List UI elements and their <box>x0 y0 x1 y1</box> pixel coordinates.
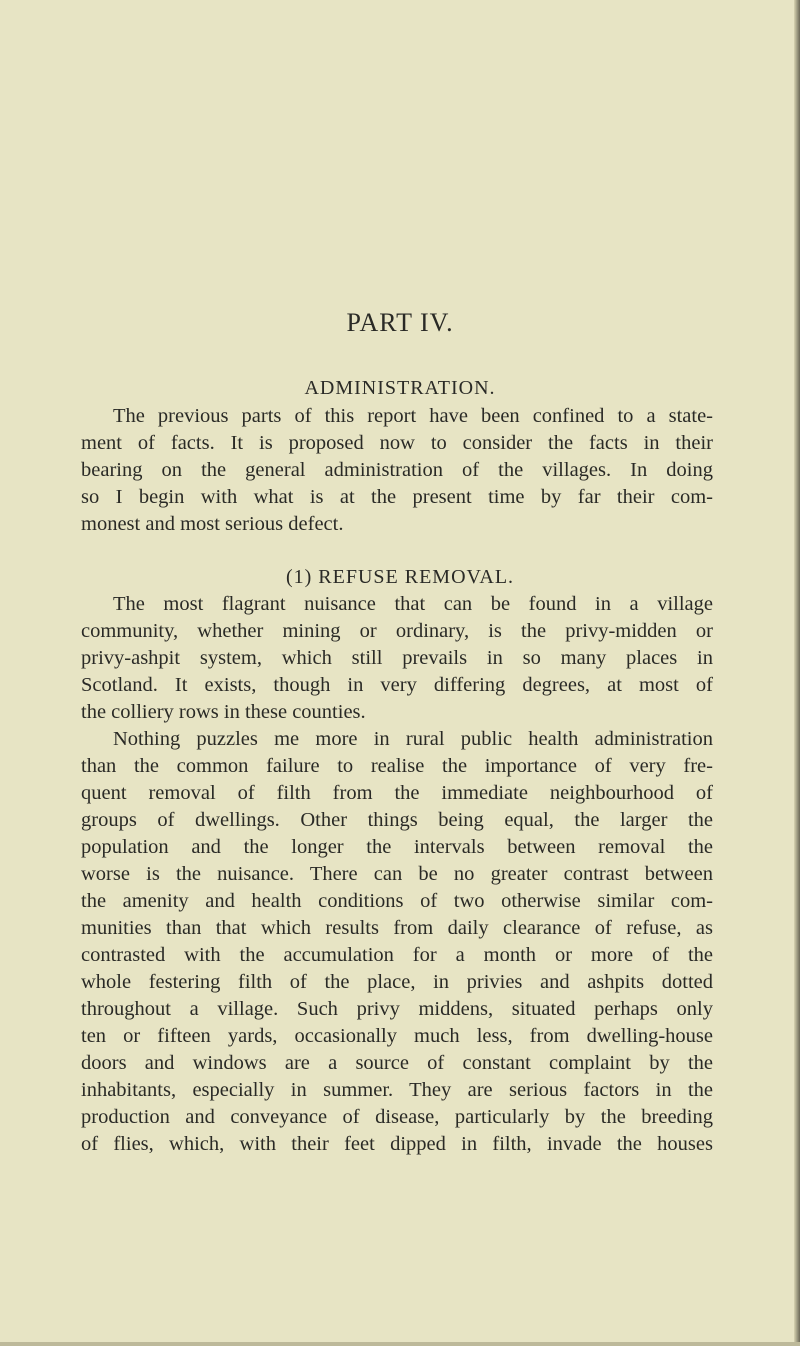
text-line: Nothing puzzles me more in rural public health administration <box>113 728 713 750</box>
text-line: doors and windows are a source of constant complaint by the <box>81 1052 713 1074</box>
text-line: ment of facts. It is proposed now to consider the facts in their <box>81 432 713 454</box>
text-line: The previous parts of this report have been confined to a state- <box>113 405 713 427</box>
part-heading: PART IV. <box>346 308 454 337</box>
subsection-heading: (1) REFUSE REMOVAL. <box>285 566 515 588</box>
text-line: quent removal of filth from the immediate neighbourhood of <box>81 782 713 804</box>
page-edge-shadow <box>794 0 800 1346</box>
text-line: inhabitants, especially in summer. They are serious factors in the <box>81 1079 713 1101</box>
text-line: population and the longer the intervals between removal the <box>81 836 713 858</box>
text-line: bearing on the general administration of the villages. In doing <box>81 459 713 481</box>
text-line: community, whether mining or ordinary, is the privy-midden or <box>81 620 713 642</box>
text-line: privy-ashpit system, which still prevails in so many places in <box>81 647 713 669</box>
text-line: The most flagrant nuisance that can be found in a village <box>113 593 713 615</box>
text-line: ten or fifteen yards, occasionally much less, from dwelling-house <box>81 1025 713 1047</box>
text-line: Scotland. It exists, though in very differing degrees, at most of <box>81 674 713 696</box>
text-line: monest and most serious defect. <box>81 513 344 535</box>
section-heading: ADMINISTRATION. <box>304 377 496 399</box>
text-line: the amenity and health conditions of two otherwise similar com- <box>81 890 713 912</box>
text-line: contrasted with the accumulation for a month or more of the <box>81 944 713 966</box>
text-line: production and conveyance of disease, particularly by the breeding <box>81 1106 713 1128</box>
intro-paragraph <box>81 403 713 538</box>
text-line: groups of dwellings. Other things being equal, the larger the <box>81 809 713 831</box>
text-line: of flies, which, with their feet dipped in filth, invade the houses <box>81 1133 713 1155</box>
text-line: than the common failure to realise the importance of very fre- <box>81 755 713 777</box>
text-line: whole festering filth of the place, in privies and ashpits dotted <box>81 971 713 993</box>
text-line: the colliery rows in these counties. <box>81 701 366 723</box>
page-bottom-edge <box>0 1342 800 1346</box>
text-line: munities than that which results from daily clearance of refuse, as <box>81 917 713 939</box>
body-text <box>81 591 713 1158</box>
text-line: so I begin with what is at the present time by far their com- <box>81 486 713 508</box>
text-line: throughout a village. Such privy middens, situated perhaps only <box>81 998 713 1020</box>
text-line: worse is the nuisance. There can be no greater contrast between <box>81 863 713 885</box>
